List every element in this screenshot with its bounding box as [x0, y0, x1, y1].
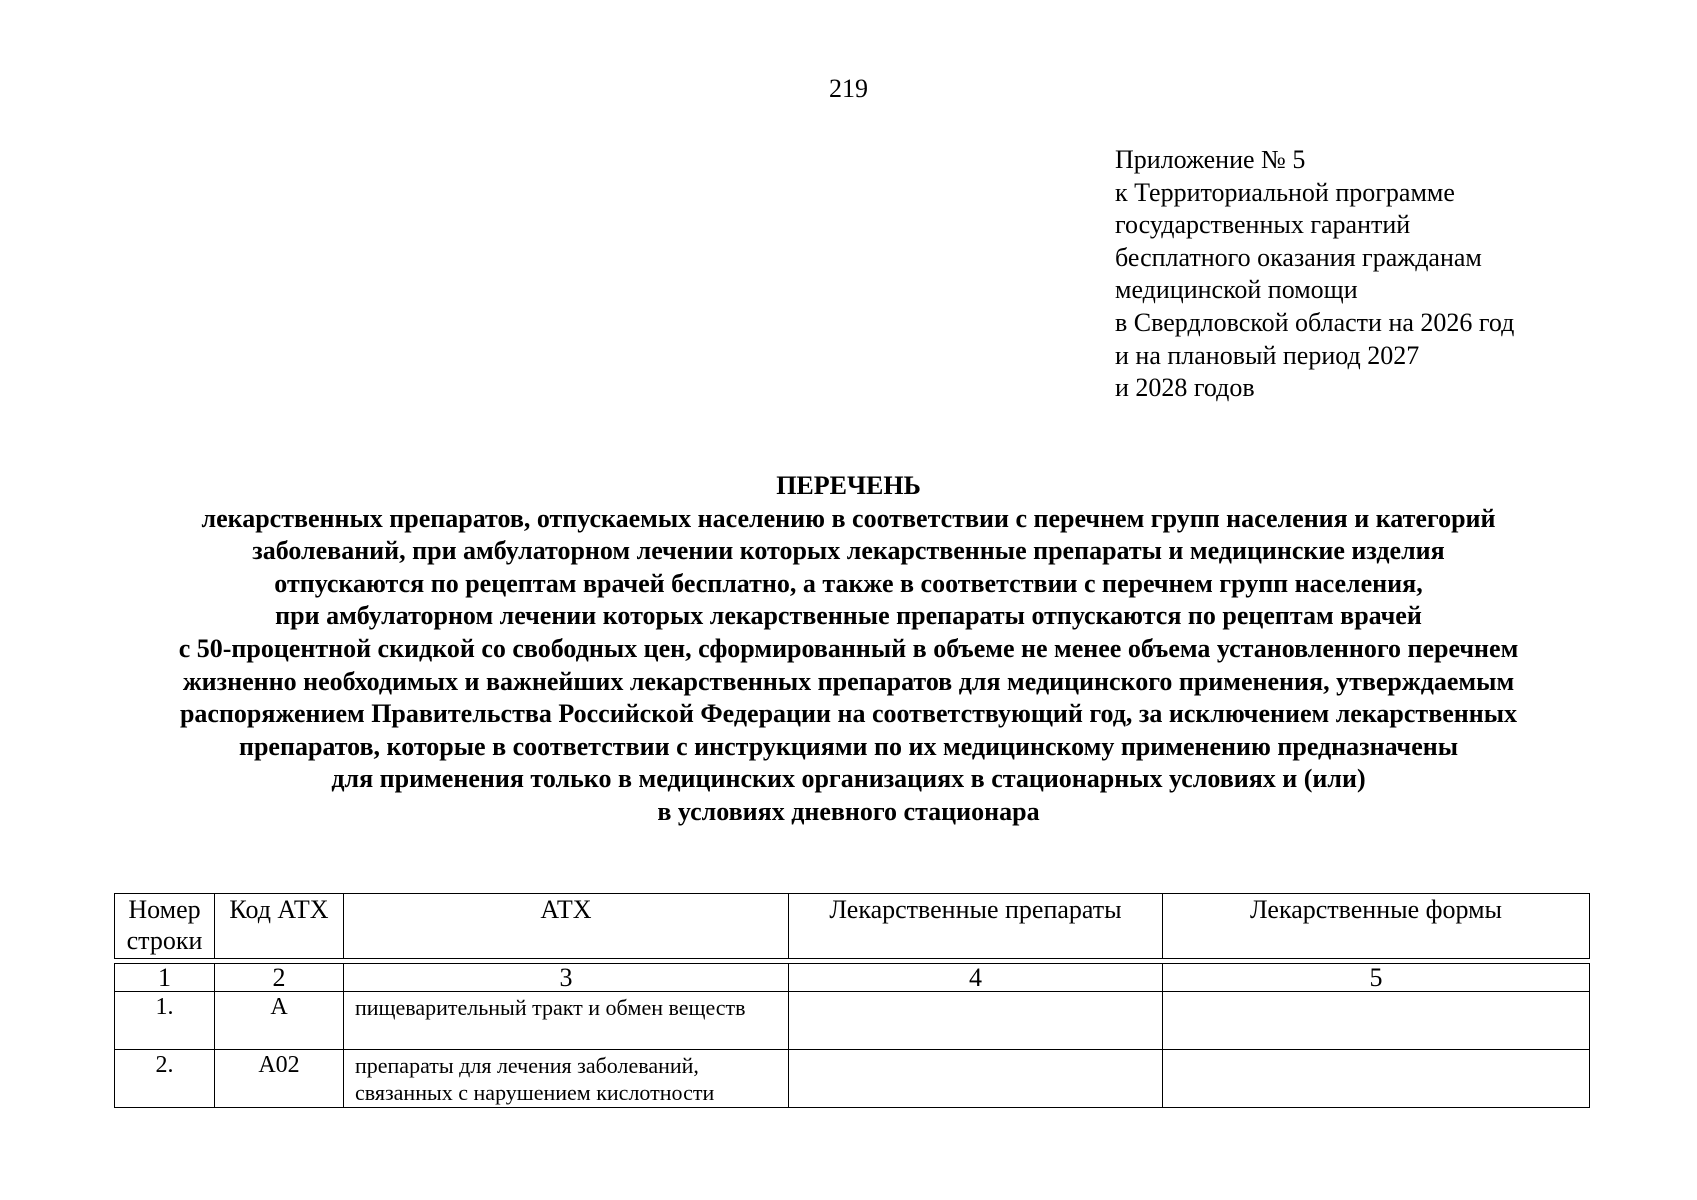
table-row — [115, 992, 1590, 1050]
atc-code: А — [215, 992, 344, 1050]
heading-title: ПЕРЕЧЕНЬ — [776, 471, 921, 500]
page-number: 219 — [829, 74, 868, 103]
header-drugs: Лекарственные препараты — [789, 894, 1163, 959]
forms-cell — [1163, 992, 1590, 1050]
heading-line: распоряжением Правительства Российской Федерации на соответствующий год, за исключением лекарственных — [179, 699, 1518, 729]
heading-line: в условиях дневного стационара — [657, 796, 1040, 826]
drugs-cell — [789, 992, 1163, 1050]
column-number-row — [115, 964, 1590, 992]
atc-name: препараты для лечения заболеваний, связанных с нарушением кислотности — [344, 1050, 789, 1108]
column-number: 1 — [115, 964, 215, 992]
table-header — [114, 893, 1590, 959]
appendix-line: медицинской помощи — [1115, 275, 1358, 305]
drugs-cell — [789, 1050, 1163, 1108]
forms-cell — [1163, 1050, 1590, 1108]
document-heading — [0, 470, 1697, 829]
heading-line: при амбулаторном лечении которых лекарственные препараты отпускаются по рецептам врачей — [275, 601, 1422, 631]
column-number: 5 — [1163, 964, 1590, 992]
appendix-line: Приложение № 5 — [1115, 145, 1306, 174]
column-number: 2 — [215, 964, 344, 992]
table-row — [115, 1050, 1590, 1108]
header-row — [115, 894, 1590, 959]
column-number: 3 — [344, 964, 789, 992]
row-number: 1. — [115, 992, 215, 1050]
appendix-line: и 2028 годов — [1115, 373, 1255, 403]
header-row-number: Номер строки — [115, 894, 215, 959]
table-body — [114, 963, 1590, 1108]
heading-line: жизненно необходимых и важнейших лекарственных препаратов для медицинского применения, утверждаемым — [182, 666, 1515, 696]
heading-line: лекарственных препаратов, отпускаемых населению в соответствии с перечнем групп населения и категорий — [201, 503, 1496, 533]
heading-line: отпускаются по рецептам врачей бесплатно, а также в соответствии с перечнем групп населения, — [274, 568, 1423, 598]
appendix-line: государственных гарантий — [1115, 210, 1411, 240]
atc-code: А02 — [215, 1050, 344, 1108]
header-atc: АТХ — [344, 894, 789, 959]
atc-name: пищеварительный тракт и обмен веществ — [344, 992, 789, 1050]
appendix-line: к Территориальной программе — [1115, 177, 1455, 207]
appendix-line: бесплатного оказания гражданам — [1115, 242, 1482, 272]
appendix-block — [1115, 144, 1675, 405]
header-forms: Лекарственные формы — [1163, 894, 1590, 959]
column-number: 4 — [789, 964, 1163, 992]
heading-line: заболеваний, при амбулаторном лечении которых лекарственные препараты и медицинские изделия — [252, 536, 1445, 566]
appendix-line: и на плановый период 2027 — [1115, 340, 1420, 370]
row-number: 2. — [115, 1050, 215, 1108]
header-atc-code: Код АТХ — [215, 894, 344, 959]
appendix-line: в Свердловской области на 2026 год — [1115, 307, 1515, 337]
heading-line: препаратов, которые в соответствии с инструкциями по их медицинскому применению предназначены — [238, 731, 1459, 761]
heading-line: с 50-процентной скидкой со свободных цен, сформированный в объеме не менее объема установленного перечнем — [178, 633, 1519, 663]
heading-line: для применения только в медицинских организациях в стационарных условиях и (или) — [331, 764, 1366, 794]
